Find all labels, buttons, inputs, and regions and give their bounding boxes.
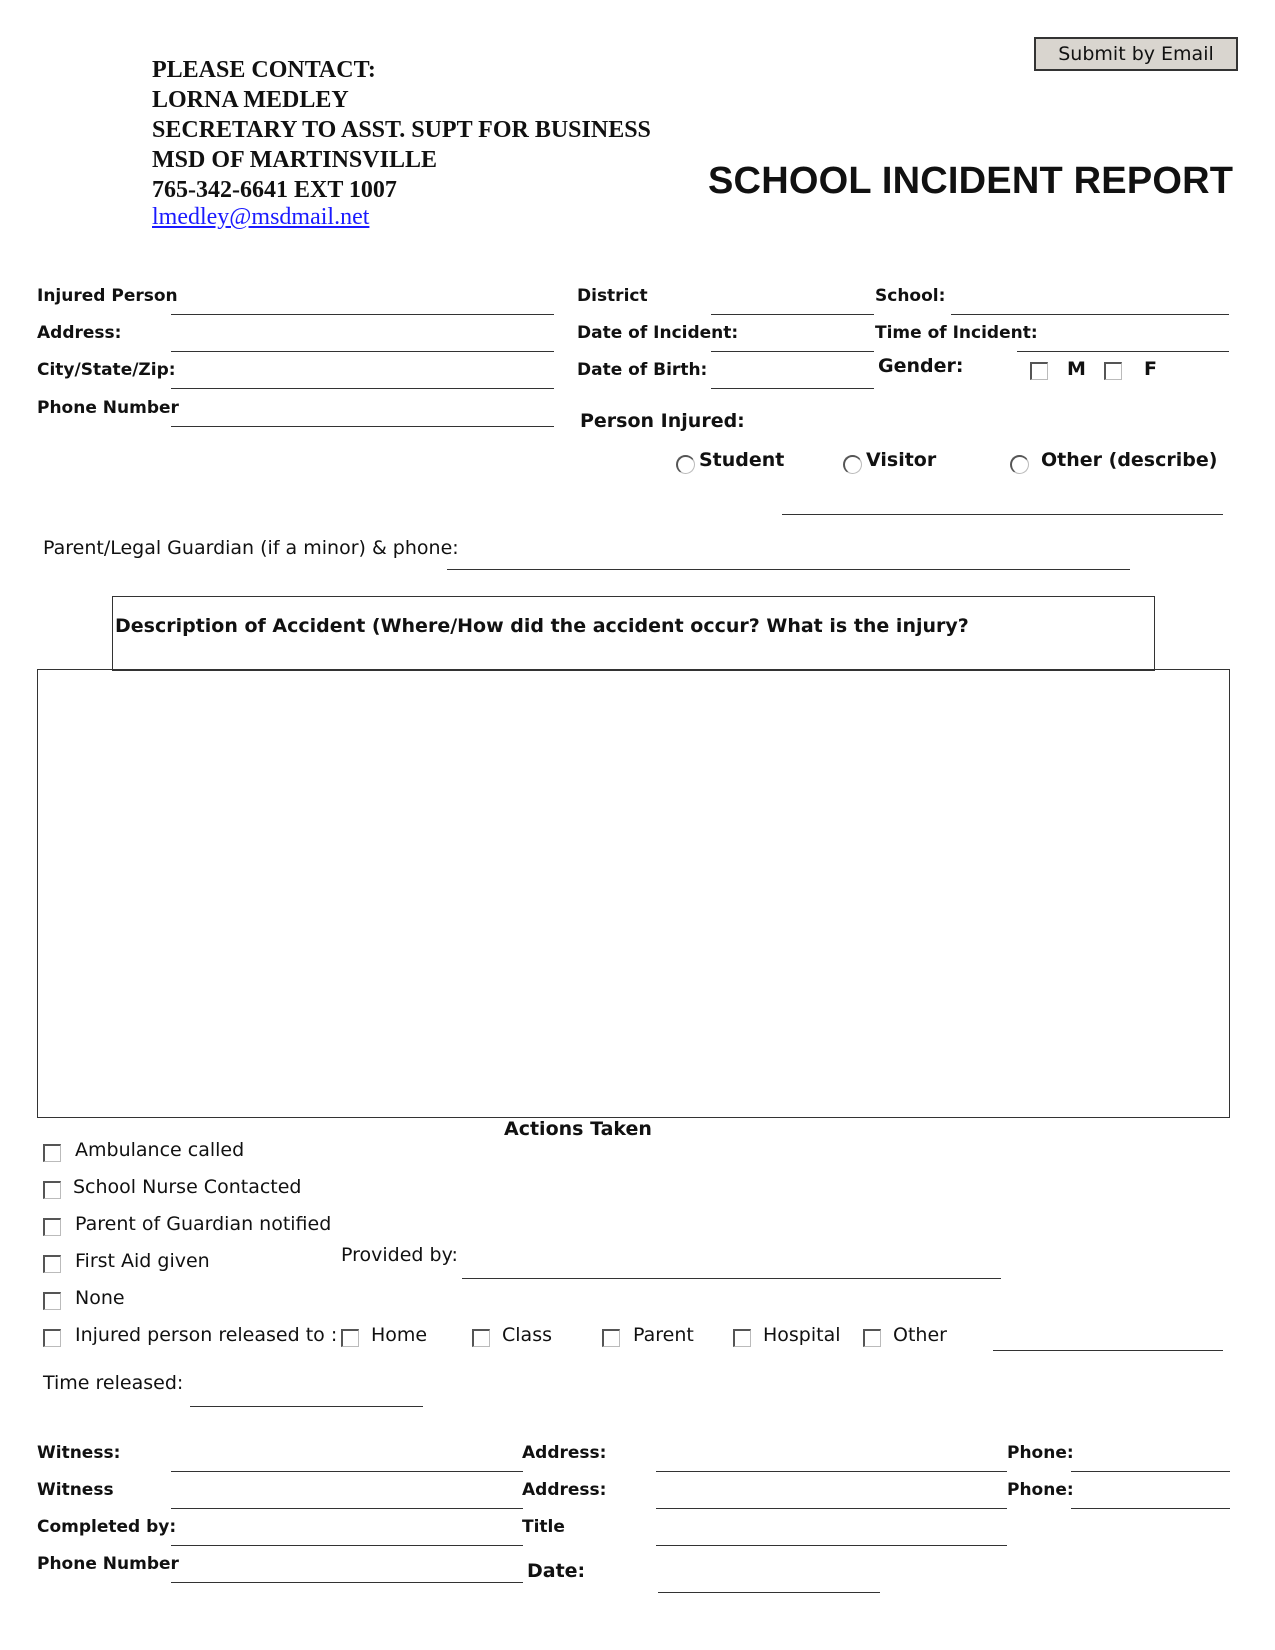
city-state-zip-input[interactable] (171, 388, 554, 389)
witness-2-phone-label: Phone: (1007, 1480, 1074, 1500)
submit-by-email-button[interactable]: Submit by Email (1034, 37, 1238, 71)
first-aid-label: First Aid given (75, 1250, 210, 1272)
injured-person-label: Injured Person (37, 286, 178, 306)
address-input[interactable] (171, 351, 554, 352)
gender-m-label: M (1067, 358, 1086, 380)
student-label: Student (699, 449, 785, 471)
phone-number-label: Phone Number (37, 398, 179, 418)
released-parent-label: Parent (633, 1324, 694, 1346)
nurse-checkbox[interactable] (43, 1181, 61, 1199)
provided-by-label: Provided by: (341, 1244, 458, 1266)
contact-heading: PLEASE CONTACT: (152, 57, 376, 83)
phone-number-input[interactable] (171, 426, 554, 427)
witness-2-address-label: Address: (522, 1480, 607, 1500)
witness-2-input[interactable] (171, 1508, 523, 1509)
witness-1-label: Witness: (37, 1443, 121, 1463)
guardian-notified-checkbox[interactable] (43, 1218, 61, 1236)
completed-phone-input[interactable] (171, 1582, 523, 1583)
title-label: Title (522, 1517, 565, 1537)
district-label: District (577, 286, 648, 306)
released-home-checkbox[interactable] (341, 1329, 359, 1347)
address-label: Address: (37, 323, 122, 343)
page-title: SCHOOL INCIDENT REPORT (708, 160, 1234, 202)
first-aid-checkbox[interactable] (43, 1255, 61, 1273)
contact-organization: MSD OF MARTINSVILLE (152, 147, 437, 173)
time-released-label: Time released: (43, 1372, 184, 1394)
witness-1-phone-input[interactable] (1071, 1471, 1230, 1472)
released-other-label: Other (893, 1324, 947, 1346)
date-of-incident-input[interactable] (711, 351, 874, 352)
guardian-input[interactable] (447, 569, 1130, 570)
school-input[interactable] (951, 314, 1229, 315)
date-of-birth-input[interactable] (711, 388, 874, 389)
city-state-zip-label: City/State/Zip: (37, 360, 176, 380)
description-header-box (112, 596, 1155, 671)
released-class-label: Class (502, 1324, 552, 1346)
guardian-label: Parent/Legal Guardian (if a minor) & phone: (43, 537, 459, 559)
witness-1-input[interactable] (171, 1471, 523, 1472)
witness-1-address-label: Address: (522, 1443, 607, 1463)
date-input[interactable] (658, 1592, 880, 1593)
released-class-checkbox[interactable] (472, 1329, 490, 1347)
other-describe-label: Other (describe) (1041, 449, 1218, 471)
released-parent-checkbox[interactable] (602, 1329, 620, 1347)
visitor-label: Visitor (866, 449, 937, 471)
description-textarea[interactable] (37, 669, 1230, 1118)
witness-2-address-input[interactable] (656, 1508, 1007, 1509)
witness-1-phone-label: Phone: (1007, 1443, 1074, 1463)
student-radio[interactable] (676, 455, 695, 474)
none-checkbox[interactable] (43, 1292, 61, 1310)
released-other-input[interactable] (993, 1350, 1223, 1351)
released-home-label: Home (371, 1324, 428, 1346)
time-released-input[interactable] (190, 1406, 423, 1407)
witness-1-address-input[interactable] (656, 1471, 1007, 1472)
witness-2-label: Witness (37, 1480, 114, 1500)
released-other-checkbox[interactable] (863, 1329, 881, 1347)
other-describe-input[interactable] (782, 514, 1223, 515)
gender-f-label: F (1144, 358, 1157, 380)
nurse-label: School Nurse Contacted (73, 1176, 302, 1198)
witness-2-phone-input[interactable] (1071, 1508, 1230, 1509)
gender-f-checkbox[interactable] (1104, 362, 1122, 380)
time-of-incident-label: Time of Incident: (875, 323, 1038, 343)
person-injured-label: Person Injured: (580, 410, 745, 432)
contact-block (152, 55, 651, 205)
description-label: Description of Accident (Where/How did the accident occur? What is the injury? (115, 615, 969, 637)
guardian-notified-label: Parent of Guardian notified (75, 1213, 332, 1235)
title-input[interactable] (656, 1545, 1007, 1546)
ambulance-label: Ambulance called (75, 1139, 245, 1161)
date-of-incident-label: Date of Incident: (577, 323, 739, 343)
released-to-checkbox[interactable] (43, 1329, 61, 1347)
released-hospital-label: Hospital (763, 1324, 841, 1346)
visitor-radio[interactable] (843, 455, 862, 474)
completed-phone-label: Phone Number (37, 1554, 179, 1574)
completed-by-label: Completed by: (37, 1517, 177, 1537)
other-radio[interactable] (1010, 455, 1029, 474)
gender-label: Gender: (878, 355, 964, 377)
date-label: Date: (527, 1560, 586, 1582)
contact-name: LORNA MEDLEY (152, 87, 349, 113)
actions-taken-heading: Actions Taken (504, 1118, 652, 1140)
contact-email-link[interactable]: lmedley@msdmail.net (152, 204, 370, 230)
injured-person-input[interactable] (171, 314, 554, 315)
none-label: None (75, 1287, 125, 1309)
time-of-incident-input[interactable] (1017, 351, 1229, 352)
completed-by-input[interactable] (171, 1545, 523, 1546)
provided-by-input[interactable] (462, 1278, 1001, 1279)
contact-role: SECRETARY TO ASST. SUPT FOR BUSINESS (152, 117, 651, 143)
district-input[interactable] (711, 314, 874, 315)
released-to-label: Injured person released to : (75, 1324, 338, 1346)
gender-m-checkbox[interactable] (1030, 362, 1048, 380)
released-hospital-checkbox[interactable] (733, 1329, 751, 1347)
contact-phone: 765-342-6641 EXT 1007 (152, 177, 397, 203)
ambulance-checkbox[interactable] (43, 1144, 61, 1162)
date-of-birth-label: Date of Birth: (577, 360, 708, 380)
school-label: School: (875, 286, 946, 306)
